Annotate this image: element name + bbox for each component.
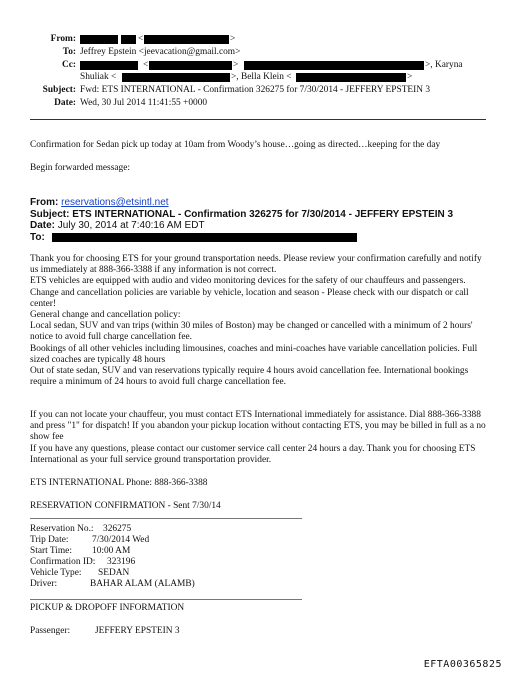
redaction-bar: [122, 73, 230, 82]
date-value: Wed, 30 Jul 2014 11:41:55 +0000: [80, 98, 208, 108]
redaction-bar: [296, 73, 406, 82]
cc-gt-1: >: [233, 60, 239, 70]
policy-paragraph: Bookings of all other vehicles including limousines, coaches and mini-coaches have variable cancellation policies. Full sized coaches are typically 48 hours: [30, 343, 478, 365]
date-label: Date:: [54, 98, 76, 108]
redaction-bar: [144, 35, 229, 44]
reservation-heading: RESERVATION CONFIRMATION - Sent 7/30/14: [30, 501, 221, 511]
policy-text: [30, 254, 488, 388]
vehicle-type-value: SEDAN: [98, 568, 130, 578]
cc-line2-gt: >: [407, 72, 413, 82]
fwd-date-line: [30, 220, 500, 232]
driver-label: Driver:: [30, 579, 58, 589]
driver-value: BAHAR ALAM (ALAMB): [90, 579, 195, 589]
subject-value: Fwd: ETS INTERNATIONAL - Confirmation 326275 for 7/30/2014 - JEFFERY EPSTEIN 3: [80, 85, 431, 95]
passenger-label: Passenger:: [30, 626, 71, 636]
fwd-subject-value: ETS INTERNATIONAL - Confirmation 326275 for 7/30/2014 - JEFFERY EPSTEIN 3: [72, 208, 454, 220]
fwd-from-email-link[interactable]: reservations@etsintl.net: [61, 197, 169, 208]
trip-date-label: Trip Date:: [30, 535, 69, 545]
redaction-bar: [80, 61, 138, 70]
cc-line2-b: >, Bella Klein <: [231, 72, 292, 82]
redaction-bar: [149, 61, 232, 70]
section-divider: [30, 599, 302, 600]
policy-paragraph: General change and cancellation policy:: [30, 310, 181, 321]
from-label: From:: [50, 34, 76, 44]
subject-label: Subject:: [42, 85, 76, 95]
fwd-subject-line: [30, 209, 500, 221]
policy-paragraph: Out of state sedan, SUV and van reservations typically require 4 hours avoid cancellation fee. International bookings require a minimum of 24 hours to avoid full charge cancellation fee.: [30, 366, 469, 388]
redaction-bar: [244, 61, 424, 70]
assistance-paragraph: If you have any questions, please contact our customer service call center 24 hours a day. Thank you for choosing ETS International as your full service ground transportation provider.: [30, 443, 476, 465]
company-line: ETS INTERNATIONAL Phone: 888-366-3388: [30, 478, 208, 488]
passenger-value: JEFFERY EPSTEIN 3: [95, 626, 180, 636]
fwd-date-value: July 30, 2014 at 7:40:16 AM EDT: [57, 220, 205, 231]
document-id: EFTA00365825: [423, 659, 502, 670]
fwd-from-line: [30, 197, 500, 209]
fwd-to-label: To:: [30, 231, 45, 243]
fwd-subject-label: Subject:: [30, 208, 70, 220]
redaction-bar: [121, 35, 136, 44]
confirmation-id-label: Confirmation ID:: [30, 557, 96, 567]
reservation-no-label: Reservation No.:: [30, 524, 94, 534]
policy-paragraph: Thank you for choosing ETS for your ground transportation needs. Please review your confirmation carefully and notify us immediately at 888-366-3388 if any information is not correct.: [30, 254, 482, 276]
redaction-bar: [52, 233, 357, 242]
policy-paragraph: Local sedan, SUV and van trips (within 30 miles of Boston) may be changed or cancelled with a minimum of 2 hours' notice to avoid full charge cancellation fee.: [30, 321, 473, 343]
reservation-no-value: 326275: [103, 524, 132, 534]
confirmation-id-value: 323196: [107, 557, 136, 567]
assistance-paragraph: If you can not locate your chauffeur, you must contact ETS International immediately for assistance. Dial 888-366-3388 and press "1" for dispatch! If you abandon your pickup location without contacting ETS, you may be billed in full as a no show fee: [30, 410, 486, 443]
from-lt: <: [138, 34, 144, 44]
from-gt: >: [230, 34, 236, 44]
policy-paragraph: ETS vehicles are equipped with audio and video monitoring devices for the safety of our chauffeurs and passengers.: [30, 276, 466, 287]
header-divider: [30, 119, 486, 120]
to-label: To:: [62, 47, 76, 57]
redaction-bar: [80, 35, 118, 44]
cc-lt-1: <: [143, 60, 149, 70]
fwd-date-label: Date:: [30, 220, 56, 231]
to-value: Jeffrey Epstein <jeevacation@gmail.com>: [80, 47, 241, 57]
cc-line2-a: Shuliak <: [80, 72, 117, 82]
start-time-label: Start Time:: [30, 546, 72, 556]
section-divider: [30, 518, 302, 519]
fwd-from-label: From:: [30, 197, 59, 208]
start-time-value: 10:00 AM: [92, 546, 131, 556]
cc-gt-karyna: >, Karyna: [425, 60, 463, 70]
forward-label: Begin forwarded message:: [30, 163, 130, 173]
body-note: Confirmation for Sedan pick up today at 10am from Woody’s house…going as directed…keeping for the day: [30, 140, 441, 150]
cc-label: Cc:: [61, 60, 76, 70]
pickup-heading: PICKUP & DROPOFF INFORMATION: [30, 603, 185, 613]
assistance-text: [30, 410, 488, 466]
trip-date-value: 7/30/2014 Wed: [92, 535, 150, 545]
policy-paragraph: Change and cancellation policies are variable by vehicle, location and season - Please check with our dispatch or call center!: [30, 287, 469, 309]
vehicle-type-label: Vehicle Type:: [30, 568, 82, 578]
